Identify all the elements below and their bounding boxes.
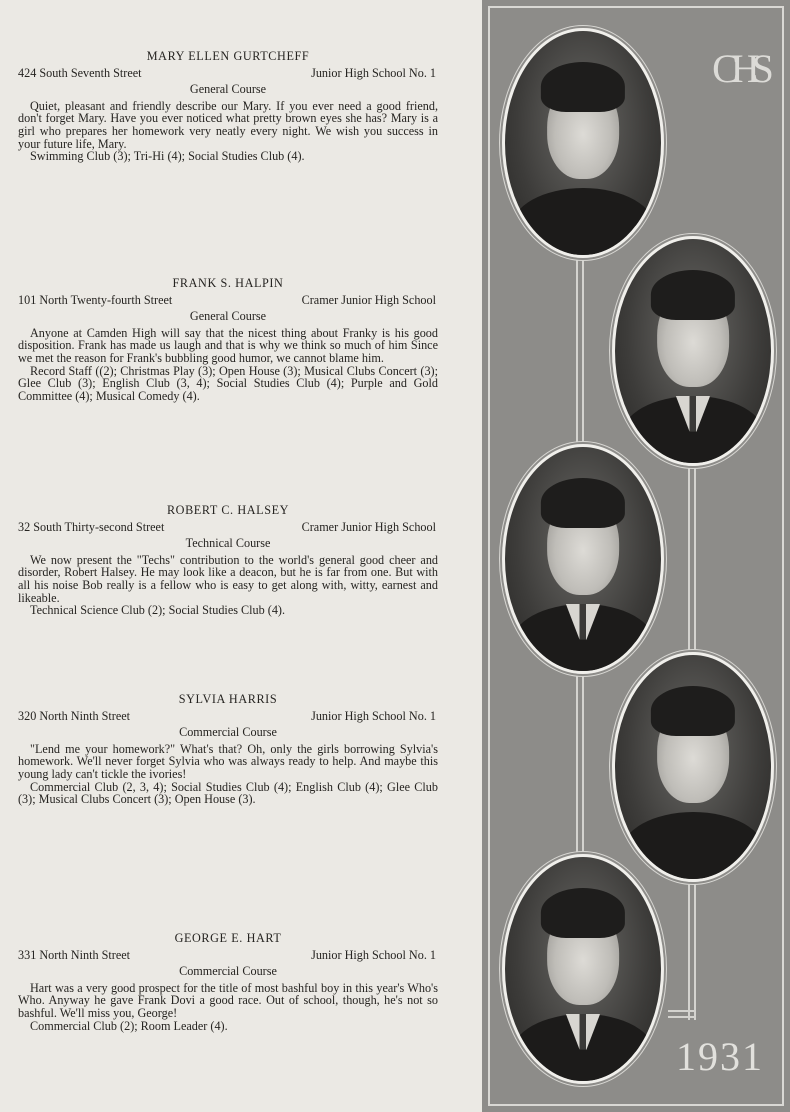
address-row <box>18 294 438 307</box>
student-description: Hart was a very good prospect for the title of most bashful boy in this year's Who's Who. Anyway he gave Frank Dovi a good race. Out of school, though, he's not so bashful. We'll miss you, George! <box>18 980 438 1020</box>
address-row <box>18 949 438 962</box>
student-address: 331 North Ninth Street <box>18 947 131 962</box>
connector-line <box>582 250 584 450</box>
student-course: Commercial Course <box>179 725 277 740</box>
portrait-gurtcheff <box>502 28 664 258</box>
student-address: 32 South Thirty-second Street <box>18 519 165 534</box>
student-description: Anyone at Camden High will say that the nicest thing about Franky is his good disposition. Frank has made us laugh and that is why we think so much of him Since we met the reason for Frank's bubbling good humor, we cannot blame him. <box>18 325 438 365</box>
student-course: Technical Course <box>185 536 271 551</box>
address-row <box>18 710 438 723</box>
connector-line <box>668 1010 696 1012</box>
student-course: General Course <box>189 309 267 324</box>
student-entry-halpin <box>18 277 438 402</box>
previous-school: Cramer Junior High School <box>301 519 436 534</box>
previous-school: Cramer Junior High School <box>301 292 436 307</box>
previous-school: Junior High School No. 1 <box>311 947 436 962</box>
student-address: 101 North Twenty-fourth Street <box>18 292 173 307</box>
student-name: GEORGE E. HART <box>174 931 282 945</box>
student-entry-halsey <box>18 504 438 617</box>
connector-line <box>688 455 690 655</box>
student-name: MARY ELLEN GURTCHEFF <box>146 49 310 63</box>
connector-line <box>694 870 696 1020</box>
connector-line <box>688 870 690 1020</box>
student-description: "Lend me your homework?" What's that? Oh, only the girls borrowing Sylvia's homework. We'll never forget Sylvia who was always ready to help. And maybe this young lady can't tickle the ivories! <box>18 741 438 781</box>
connector-line <box>576 250 578 450</box>
student-entry-harris <box>18 693 438 806</box>
student-description: We now present the "Techs" contribution to the world's general good cheer and disorder, Robert Halsey. He may look like a deacon, but he is far from one. But with all his noise Bob really is a fellow who is easy to get along with, witty, earnest and likeable. <box>18 552 438 605</box>
student-activities: Commercial Club (2, 3, 4); Social Studies Club (4); English Club (4); Glee Club (3); Musical Clubs Concert (3); Open House (3). <box>18 779 438 807</box>
portrait-hair <box>651 686 735 735</box>
student-course: Commercial Course <box>179 964 277 979</box>
student-activities: Record Staff ((2); Christmas Play (3); Open House (3); Musical Clubs Concert (3); Glee Club (3); English Club (3, 4); Social Studies Club (4); Purple and Gold Committee (4); Musical Comedy (4). <box>18 363 438 403</box>
student-activities: Swimming Club (3); Tri-Hi (4); Social Studies Club (4). <box>30 149 305 164</box>
portrait-body <box>621 812 765 882</box>
student-entry-gurtcheff <box>18 50 438 163</box>
portrait-panel <box>482 0 790 1112</box>
portrait-body <box>511 188 655 258</box>
portrait-hair <box>651 270 735 319</box>
class-year: 1931 <box>676 1034 764 1079</box>
previous-school: Junior High School No. 1 <box>311 65 436 80</box>
portrait-hart <box>502 854 664 1084</box>
connector-line <box>582 665 584 865</box>
previous-school: Junior High School No. 1 <box>311 708 436 723</box>
portrait-hair <box>541 888 625 937</box>
connector-line <box>694 455 696 655</box>
student-name: SYLVIA HARRIS <box>178 692 278 706</box>
student-address: 320 North Ninth Street <box>18 708 131 723</box>
address-row <box>18 521 438 534</box>
student-activities: Commercial Club (2); Room Leader (4). <box>30 1018 228 1033</box>
connector-line <box>668 1016 696 1018</box>
portrait-harris <box>612 652 774 882</box>
student-activities: Technical Science Club (2); Social Studies Club (4). <box>30 603 286 618</box>
student-course: General Course <box>189 82 267 97</box>
portrait-hair <box>541 478 625 527</box>
school-monogram: CHS <box>712 45 766 91</box>
student-description: Quiet, pleasant and friendly describe our Mary. If you ever need a good friend, don't forget Mary. Have you ever noticed what pretty brown eyes she has? Mary is a girl who prepares her homework very neatly every night. We wish you success in your future life, Mary. <box>18 98 438 151</box>
portrait-halsey <box>502 444 664 674</box>
student-name: ROBERT C. HALSEY <box>166 503 290 517</box>
student-entry-hart <box>18 932 438 1032</box>
student-address: 424 South Seventh Street <box>18 65 142 80</box>
address-row <box>18 67 438 80</box>
portrait-halpin <box>612 236 774 466</box>
student-name: FRANK S. HALPIN <box>172 276 284 290</box>
connector-line <box>576 665 578 865</box>
portrait-hair <box>541 62 625 111</box>
